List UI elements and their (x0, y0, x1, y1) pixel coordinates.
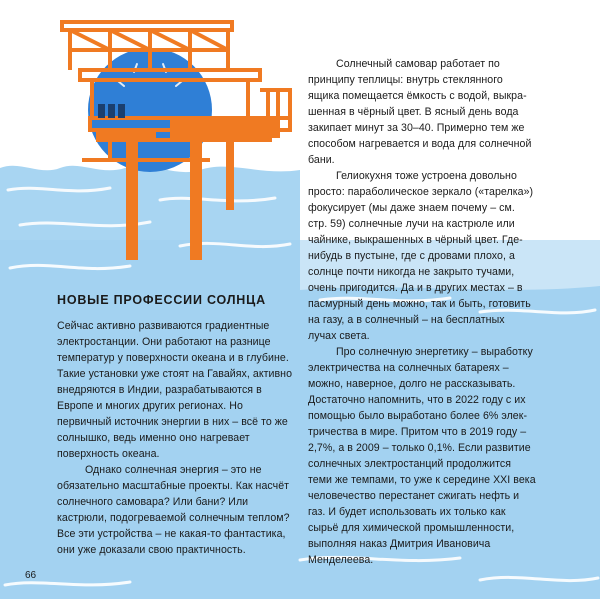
paragraph-small-devices: Однако солнечная энергия – это не обязательно масштабные проекты. Как насчёт солнечного самовара? Или бани? Или кастрюли, подогреваемой солнечным теплом? Все эти устройства – не какая-то фантастика, они уже доказали свою практичность. (57, 464, 290, 556)
left-text-column (57, 318, 293, 558)
paragraph-solar-power: Про солнечную энергетику – выработку электричества на солнечных батареях – можно, наверное, долго не рассказывать. Достаточно напомнить, что в 2022 году с их помощью было выработано более 6% электричества в мире. Притом что в 2019 году – 2,7%, а в 2009 – только 0,1%. Если развитие солнечных электростанций продолжится теми же темпами, то уже к середине XXI века человечество перестанет сжигать нефть и газ. И будет использовать их только как сырьё для химической промышленности, выполняя наказ Дмитрия Ивановича Менделеева. (308, 346, 536, 566)
right-text-column (308, 56, 536, 568)
machinery-marks (98, 104, 125, 118)
paragraph-gradient-stations: Сейчас активно развиваются градиентные электростанции. Они работают на разнице температур у поверхности океана и в глубине. Такие установки уже стоят на Гавайях, активно внедряются в Индии, разрабатываются в Европе и многих других регионах. Но первичный источник энергии в них – всё то же солнышко, ведь именно оно нагревает поверхность океана. (57, 320, 293, 460)
paragraph-solar-samovar: Солнечный самовар работает по принципу теплицы: внутрь стеклянного ящика помещается ёмкость с водой, выкрашенная в чёрный цвет. В ясный день вода закипает минут за 30–40. Примерно тем же способом нагревается и вода для солнечной бани. (308, 58, 532, 166)
platform-deck (170, 120, 280, 138)
paragraph-solar-kitchen: Гелиокухня тоже устроена довольно просто: параболическое зеркало («тарелка») фокусирует (мы даже знаем почему – см. стр. 59) солнечные лучи на кастрюле или чайнике, выкрашенных в чёрный цвет. Где-нибудь в пустыне, где с дровами плохо, а солнце почти никогда не закрыто тучами, очень пригодится. Да и в других местах – в пасмурный день можно, так и быть, готовить на газу, а в солнечный – на бесплатных лучах света. (308, 170, 534, 342)
section-heading: НОВЫЕ ПРОФЕССИИ СОЛНЦА (57, 293, 266, 307)
page-number: 66 (25, 570, 37, 581)
